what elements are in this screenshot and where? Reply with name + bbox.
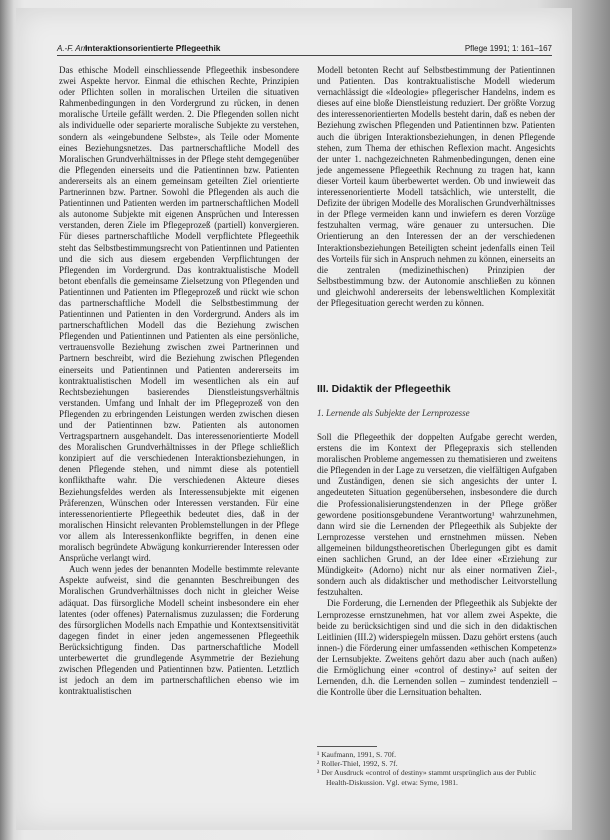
footnote-mark: ³	[317, 768, 320, 778]
header-author: A.-F. Arn	[57, 44, 88, 53]
body-paragraph: Auch wenn jedes der benannten Modelle bestimmte relevante Aspekte aufweist, sind die genannten Beschreibungen des Moralischen Grundverhältnisses doch nicht in gleicher Weise adäquat. Das fürsorgliche Modell scheint insbesondere ein eher latentes (oder offenes) Paternalismus zuzulassen; die Forderung des fürsorglichen Modells nach Empathie und Kontextsensitivität dagegen findet in einer jeden angemessenen Pflegeethik Berücksichtigung finden. Das partnerschaftliche Modell unterbewertet die grundlegende Asymmetrie der Beziehung zwischen Pflegenden und Patientinnen bzw. Patienten. Letztlich ist jedoch an dem im partnerschaftlichen ebenso wie im kontraktualistischen	[59, 564, 299, 697]
footnote-divider	[317, 746, 377, 747]
subsection-heading: 1. Lernende als Subjekte der Lernprozesse	[317, 408, 470, 418]
section-heading: III. Didaktik der Pflegeethik	[317, 383, 451, 395]
footnote-text: Roller-Thiel, 1992, S. 7f.	[321, 759, 398, 769]
right-text-column-bottom	[317, 432, 557, 698]
page-header	[57, 43, 552, 56]
footnote	[317, 759, 555, 768]
body-paragraph: Das ethische Modell einschliessende Pflegeethik insbesondere zwei Aspekte hervor. Einmal die ethischen Rechte, Prinzipien oder Pflichten sollen in moralischen Urteilen die situativen Rahmenbedingungen in den Vordergrund zu rücken, in denen moralische Urteile gefällt werden. 2. Die Pflegenden sollen nicht als individuelle oder separierte moralische Subjekte zu verstehen, sondern als «eingebundene Selbste», als Teile oder Momente eines Beziehungsnetzes. Das partnerschaftliche Modell des Moralischen Grundverhältnisses in der Pflege steht demgegenüber die Pflegenden einerseits und die Patientinnen bzw. Patienten andererseits als an einem gemeinsam geteilten Ziel orientierte Partnerinnen bzw. Partner. Sowohl die Pflegenden als auch die Patientinnen und Patienten werden im partnerschaftlichen Modell als autonome Subjekte mit eigenen Ansprüchen und Interessen verstanden, deren Ziele im Pflegeprozeß (partiell) konvergieren. Für dieses partnerschaftliche Modell verpflichtete Pflegeethik steht das Selbstbestimmungsrecht von Patientinnen und Patienten und die sich aus diesem ergebenden Verpflichtungen der Pflegenden im Vordergrund. Das kontraktualistische Modell betont ebenfalls die gemeinsame Zielsetzung von Pflegenden und Patientinnen und Patienten im Pflegeprozeß und rückt wie schon das partnerschaftliche Modell die Selbstbestimmung der Patientinnen und Patienten in den Vordergrund. Anders als im partnerschaftlichen Modell das die Beziehung zwischen Pflegenden und Patientinnen und Patienten als eine persönliche, vertrauensvolle Beziehung zwischen zwei Partnerinnen und Partnern beschreibt, wird die Beziehung zwischen Pflegenden einerseits und Patientinnen und Patienten andererseits im kontraktualistischen Modell im wesentlichen als ein auf Rechtsbeziehungen basierendes Dienstleistungsverhältnis verstanden. Umfang und Inhalt der im Pflegeprozeß von den Pflegenden zu erbringenden Leistungen werden zwischen diesen und der Patientinnen bzw. Patienten als autonomen Vertragspartnern ausgehandelt. Das interessenorientierte Modell des Moralischen Grundverhältnisses in der Pflege schließlich konzipiert auf die verschiedenen Interaktionsbeziehungen, in denen Pflegende stehen, und nimmt diese als potentiell konflikthafte wahr. Die verschiedenen Akteure dieses Beziehungsfeldes werden als Interessensubjekte mit eigenen Präferenzen, Wünschen oder Interessen verstanden. Für eine interessenorientierte Pflegeethik bedeutet dies, daß in der moralischen Hinsicht relevanten Problemstellungen in der Pflege vor allem als Interessenkonflikte begriffen, in denen eine moralisch begründete Abwägung konkurrierender Interessen oder Ansprüche verlangt wird.	[59, 65, 299, 564]
right-text-column-top	[317, 65, 555, 309]
footnote	[317, 750, 555, 759]
footnote	[317, 768, 555, 786]
body-paragraph: Die Forderung, die Lernenden der Pflegeethik als Subjekte der Lernprozesse ernstzunehmen, hat vor allem zwei Aspekte, die beide zu berücksichtigen sind und die sich in den didaktischen Leitlinien (III.2) widerspiegeln müssen. Dazu gehört erstens (auch innen-) die Förderung einer umfassenden «ethischen Kompetenz» der Lernsubjekte. Zweitens gehört dazu aber auch (nach außen) die Ermöglichung einer «control of destiny»² auf seiten der Lernenden, d.h. die Lernenden sollen – zumindest tendenziell – die Kontrolle über die Lernsituation behalten.	[317, 598, 557, 698]
body-paragraph: Soll die Pflegeethik der doppelten Aufgabe gerecht werden, erstens die im Kontext der Pflegepraxis sich stellenden moralischen Probleme angemessen zu thematisieren und zweitens die Pflegenden in der Lage zu versetzen, die vielfältigen Aufgaben und Zuständigen, denen sie sich angesichts der unter I. angedeuteten Situation gegenübersehen, insbesondere die durch die Professionalisierungstendenzen in der Pflege größer gewordene positionsgebundene Verantwortung¹ wahrzunehmen, dann wird sie die Lernenden der Pflegeethik als Subjekte der Lernprozesse verstehen und ernstnehmen müssen. Neben allgemeinen bildungstheoretischen Überlegungen gibt es damit einen sachlichen Grund, an der Idee einer «Erziehung zur Mündigkeit» (Adorno) nicht nur als einer normativen Ziel-, sondern auch als didaktischer und methodischer Leitvorstellung festzuhalten.	[317, 432, 557, 598]
footnotes	[317, 750, 555, 787]
header-journal-citation: Pflege 1991; 1: 161–167	[464, 44, 552, 53]
left-text-column	[59, 65, 299, 697]
footnote-mark: ¹	[317, 750, 320, 759]
footnote-mark: ²	[317, 759, 320, 769]
footnote-text: Der Ausdruck «control of destiny» stammt ursprünglich aus der Public Health-Diskussion. Vgl. etwa: Syme, 1981.	[321, 768, 537, 787]
footnote-text: Kaufmann, 1991, S. 70f.	[321, 750, 397, 759]
header-running-title: Interaktionsorientierte Pflegeethik	[85, 43, 221, 53]
body-paragraph: Modell betonten Recht auf Selbstbestimmung der Patientinnen und Patienten. Das kontraktualistische Modell wiederum vernachlässigt die «Ideologie» pflegerischer Handelns, indem es dieses auf eine bloße Dienstleistung reduziert. Der größte Vorzug des interessenorientierten Modells besteht darin, daß es neben der Beziehung zwischen Pflegenden und Patientinnen bzw. Patienten auch die übrigen Interaktionsbeziehungen, in denen Pflegende stehen, zum Thema der ethischen Reflexion macht. Angesichts der unter 1. nachgezeichneten Rahmenbedingungen, denen eine jede angemessene Pflegeethik Rechnung zu tragen hat, kann dieser Vorteil kaum überbewertet werden. Ob und inwieweit das interessenorientierte Modell tatsächlich, wie unterstellt, die Defizite der übrigen Modelle des Moralischen Grundverhältnisses in der Pflege vermeiden kann und inwiefern es deren Vorzüge festzuhalten vermag, wäre genauer zu untersuchen. Die Orientierung an den Interessen der an der verschiedenen Interaktionsbeziehungen Beteiligten scheint jedenfalls einen Teil des Vorteils für sich in Anspruch nehmen zu können, einerseits an die zentralen (medizinethischen) Prinzipien der Selbstbestimmung bzw. der Autonomie anschließen zu können und gleichwohl andererseits der lebensweltlichen Komplexität der Pflegesituation gerecht werden zu können.	[317, 65, 555, 308]
